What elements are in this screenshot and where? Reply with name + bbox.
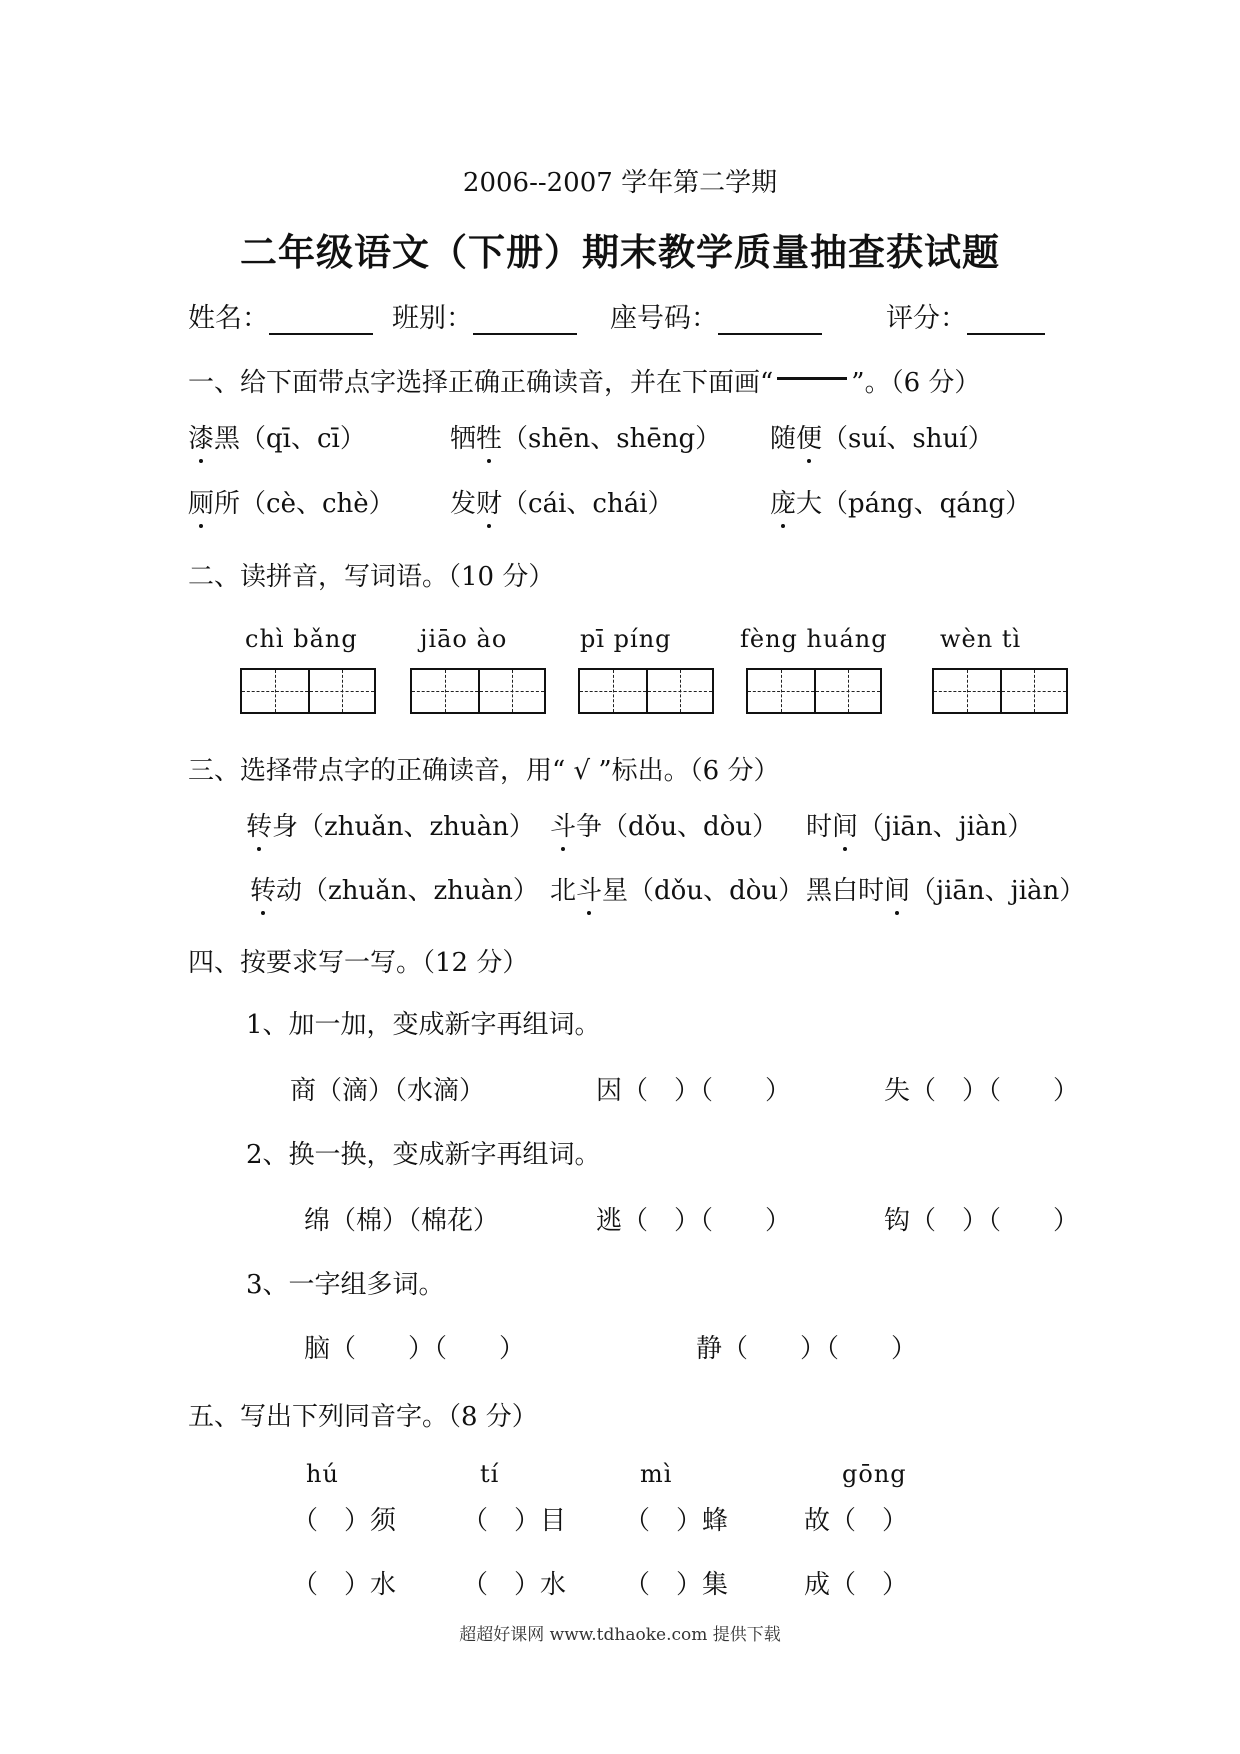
pinyin-options[interactable]: （qī、cī） [240,424,366,454]
char: 牺 [450,424,477,454]
s5-pinyin-2: tí [480,1460,500,1488]
s4-q3-blank-1[interactable]: 脑（ ）（ ） [304,1334,526,1364]
s5-row1-3[interactable]: （ ）蜂 [624,1506,729,1536]
section1-heading [188,362,980,399]
seat-label: 座号码： [610,303,718,334]
s5-row2-3[interactable]: （ ）集 [624,1570,729,1600]
pinyin-options[interactable]: （páng、qáng） [822,489,1032,519]
s3-item-2[interactable] [550,806,778,843]
dotted-char: 斗 [550,806,576,843]
pinyin-word-5: wèn tì [940,625,1022,653]
score-label: 评分： [886,303,967,334]
writing-grid-1[interactable] [240,668,376,714]
pinyin-options: （jiān、jiàn） [858,812,1034,842]
s4-q1-example: 商（滴）（水滴） [290,1076,486,1106]
section1-heading-points: ”。（6 分） [851,368,981,398]
pinyin-options[interactable]: （shēn、shēng） [502,424,722,454]
char: 所 [214,489,241,519]
dotted-char: 牲 [476,418,502,455]
char: 随 [770,424,797,454]
writing-grid-3[interactable] [578,668,714,714]
pinyin-options: （jiān、jiàn） [910,876,1086,906]
pinyin-options: 星（dǒu、dòu） [602,876,805,906]
name-blank[interactable] [269,307,373,335]
dotted-char: 漆 [188,418,214,455]
char: 大 [796,489,823,519]
dotted-char: 转 [246,806,272,843]
class-label: 班别： [392,303,473,334]
s3-item-6[interactable] [806,870,1085,907]
section5-heading: 五、写出下列同音字。（8 分） [188,1402,538,1432]
s3-item-3[interactable] [806,806,1033,843]
dotted-char: 厕 [188,483,214,520]
s5-pinyin-4: gōng [842,1460,907,1488]
dotted-char: 间 [832,806,858,843]
s4-q1-blank-1[interactable]: 因（ ）（ ） [596,1076,792,1106]
s3-item-5[interactable] [550,870,804,907]
s4-q2: 2、换一换，变成新字再组词。 [246,1140,601,1170]
seat-blank[interactable] [718,307,822,335]
s1-item-6 [770,483,1031,520]
section4-heading: 四、按要求写一写。（12 分） [188,948,529,978]
seat-field [610,296,822,335]
s1-item-3 [770,418,994,455]
s5-row2-2[interactable]: （ ）水 [462,1570,567,1600]
pinyin-options: 争（dǒu、dòu） [576,812,779,842]
char: 发 [450,489,477,519]
dotted-char: 转 [250,870,276,907]
pinyin-options: 身（zhuǎn、zhuàn） [272,812,535,842]
pinyin-word-4: fèng huáng [740,625,888,653]
section1-heading-text: 一、给下面带点字选择正确正确读音，并在下面画“ [188,368,774,398]
s1-item-4 [188,483,395,520]
pinyin-word-3: pī píng [580,625,672,653]
s5-pinyin-1: hú [306,1460,339,1488]
exam-subtitle: 2006--2007 学年第二学期 [462,168,778,198]
score-blank[interactable] [967,307,1045,335]
s4-q2-example: 绵（棉）（棉花） [304,1206,500,1236]
underline-sample [777,377,847,380]
s4-q1: 1、加一加，变成新字再组词。 [246,1010,601,1040]
s5-row1-1[interactable]: （ ）须 [292,1506,397,1536]
s5-row1-4[interactable]: 故（ ） [804,1506,909,1536]
s4-q1-blank-2[interactable]: 失（ ）（ ） [884,1076,1080,1106]
s4-q2-blank-2[interactable]: 钩（ ）（ ） [884,1206,1080,1236]
class-field [392,296,577,335]
s1-item-1 [188,418,366,455]
class-blank[interactable] [473,307,577,335]
page-footer: 超超好课网 www.tdhaoke.com 提供下载 [459,1625,781,1645]
s4-q2-blank-1[interactable]: 逃（ ）（ ） [596,1206,792,1236]
char: 黑 [214,424,241,454]
writing-grid-4[interactable] [746,668,882,714]
s5-pinyin-3: mì [640,1460,673,1488]
s3-item-4[interactable] [250,870,539,907]
s1-item-2 [450,418,721,455]
dotted-char: 庞 [770,483,796,520]
section3-heading: 三、选择带点字的正确读音，用“ √ ”标出。（6 分） [188,756,780,786]
s4-q3-blank-2[interactable]: 静（ ）（ ） [696,1334,918,1364]
writing-grid-2[interactable] [410,668,546,714]
exam-title: 二年级语文（下册）期末教学质量抽查获试题 [240,230,1000,274]
char: 黑白时 [806,876,885,906]
pinyin-options: 动（zhuǎn、zhuàn） [276,876,539,906]
dotted-char: 便 [796,418,822,455]
s1-item-5 [450,483,674,520]
section2-heading: 二、读拼音，写词语。（10 分） [188,562,555,592]
s5-row2-4[interactable]: 成（ ） [804,1570,909,1600]
pinyin-word-2: jiāo ào [420,625,508,653]
name-field [188,296,373,335]
s5-row2-1[interactable]: （ ）水 [292,1570,397,1600]
pinyin-word-1: chì bǎng [245,625,358,653]
pinyin-options[interactable]: （suí、shuí） [822,424,994,454]
s3-item-1[interactable] [246,806,535,843]
pinyin-options[interactable]: （cè、chè） [240,489,395,519]
dotted-char: 财 [476,483,502,520]
s5-row1-2[interactable]: （ ）目 [462,1506,567,1536]
char: 北 [550,876,577,906]
s4-q3: 3、一字组多词。 [246,1270,445,1300]
dotted-char: 间 [884,870,910,907]
pinyin-options[interactable]: （cái、chái） [502,489,674,519]
score-field [886,296,1045,335]
name-label: 姓名： [188,303,269,334]
dotted-char: 斗 [576,870,602,907]
char: 时 [806,812,833,842]
writing-grid-5[interactable] [932,668,1068,714]
